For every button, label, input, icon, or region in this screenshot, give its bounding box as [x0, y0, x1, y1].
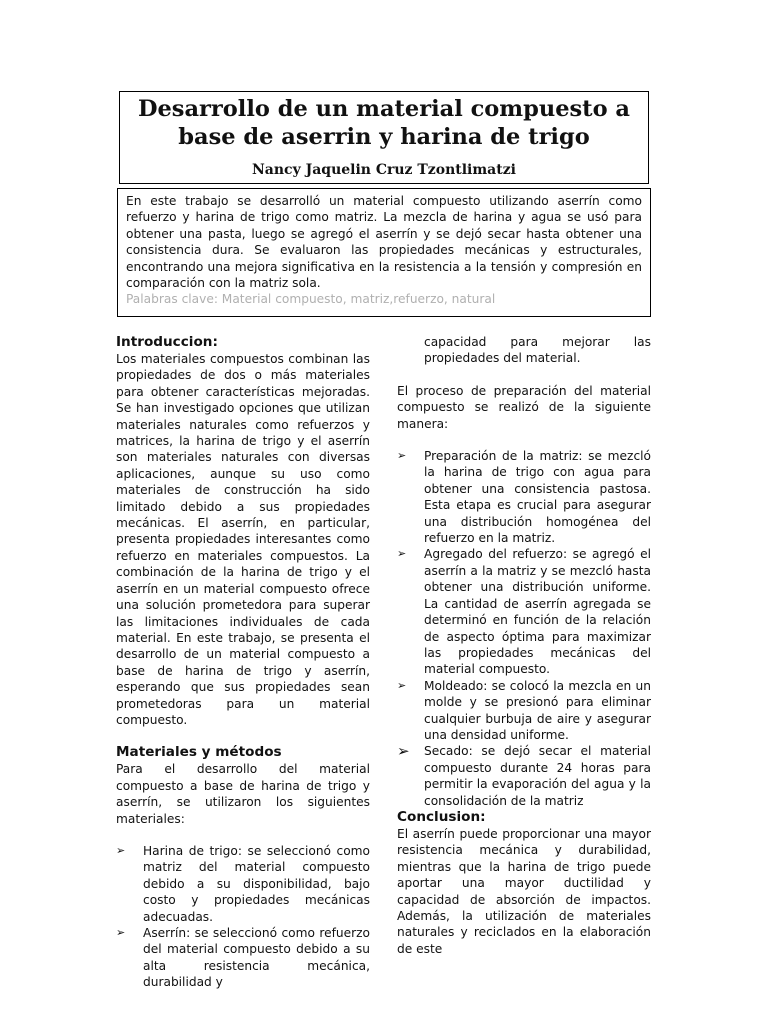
list-item: [397, 448, 651, 546]
materials-list: [116, 843, 370, 991]
list-item: [397, 678, 651, 744]
list-item: [397, 546, 651, 677]
step-text: Agregado del refuerzo: se agregó el aserrín a la matriz y se mezcló hasta obtener una distribución uniforme. La cantidad de aserrín agregada se determinó en función de la relación de aspecto óptima para maximizar las propiedades mecánicas del material compuesto.: [424, 547, 651, 677]
right-column: [397, 334, 651, 957]
paper-author: Nancy Jaquelin Cruz Tzontlimatzi: [252, 162, 516, 178]
abstract-text: En este trabajo se desarrolló un material compuesto utilizando aserrín como refuerzo y harina de trigo como matriz. La mezcla de harina y agua se usó para obtener una pasta, luego se agregó el aserrín y se dejó secar hasta obtener una consistencia dura. Se evaluaron las propiedades mecánicas y estructurales, encontrando una mejora significativa en la resistencia a la tensión y compresión en comparación con la matriz sola.: [126, 194, 642, 291]
paper-title: Desarrollo de un material compuesto a base de aserrin y harina de trigo: [137, 96, 630, 150]
material-item-text: Aserrín: se seleccionó como refuerzo del material compuesto debido a su alta resistencia mecánica, durabilidad y: [143, 926, 370, 990]
intro-text: Los materiales compuestos combinan las propiedades de dos o más materiales para obtener características mejoradas. Se han investigado opciones que utilizan materiales naturales como refuerzos y matrices, la harina de trigo y el aserrín son materiales naturales con diversas aplicaciones, aunque su uso como materiales de construcción ha sido limitado debido a sus propiedades mecánicas. El aserrín, en particular, presenta propiedades interesantes como refuerzo en materiales compuestos. La combinación de la harina de trigo y el aserrín en un material compuesto ofrece una solución prometedora para superar las limitaciones individuales de cada material. En este trabajo, se presenta el desarrollo de un material compuesto a base de harina de trigo y aserrín, esperando que sus propiedades sean prometedoras para un material compuesto.: [116, 352, 370, 727]
abstract-keywords: Palabras clave: Material compuesto, matriz,refuerzo, natural: [126, 292, 496, 307]
arrow-bullet-icon: ➢: [397, 449, 407, 463]
methods-text: Para el desarrollo del material compuesto a base de harina de trigo y aserrín, se utilizaron los siguientes materiales:: [116, 762, 370, 826]
intro-heading: Introduccion:: [116, 334, 218, 350]
methods-heading: Materiales y métodos: [116, 744, 282, 761]
conclusion-heading: Conclusion:: [397, 808, 486, 825]
step-text: Preparación de la matriz: se mezcló la harina de trigo con agua para obtener una consistencia pastosa. Esta etapa es crucial para asegurar una distribución homogénea del refuerzo en la matriz.: [424, 449, 651, 546]
process-steps-list: [397, 448, 651, 809]
list-item: [116, 843, 370, 925]
abstract-box: [117, 188, 651, 317]
step-text: Moldeado: se colocó la mezcla en un molde y se presionó para eliminar cualquier burbuja de aire y asegurar una densidad uniforme.: [424, 678, 651, 742]
material-item-text: Harina de trigo: se seleccionó como matriz del material compuesto debido a su disponibilidad, bajo costo y propiedades mecánicas adecuadas.: [143, 843, 370, 924]
arrow-bullet-icon: ➢: [397, 742, 410, 761]
title-box: [119, 91, 649, 184]
arrow-bullet-icon: ➢: [397, 678, 407, 692]
left-column: [116, 334, 370, 991]
arrow-bullet-icon: ➢: [116, 843, 126, 857]
list-item: [116, 925, 370, 991]
arrow-bullet-icon: ➢: [116, 926, 126, 939]
process-intro-text: El proceso de preparación del material compuesto se realizó de la siguiente manera:: [397, 383, 651, 431]
step-text: Secado: se dejó secar el material compuesto durante 24 horas para permitir la evaporación del agua y la consolidación de la matriz: [424, 744, 651, 808]
material-item-continued: capacidad para mejorar las propiedades del material.: [424, 335, 651, 366]
conclusion-text: El aserrín puede proporcionar una mayor resistencia mecánica y durabilidad, mientras que la harina de trigo puede aportar una mayor ductilidad y capacidad de absorción de impactos. Además, la utilización de materiales naturales y reciclados en la elaboración de este: [397, 826, 651, 956]
arrow-bullet-icon: ➢: [397, 547, 407, 561]
list-item: [397, 743, 651, 809]
